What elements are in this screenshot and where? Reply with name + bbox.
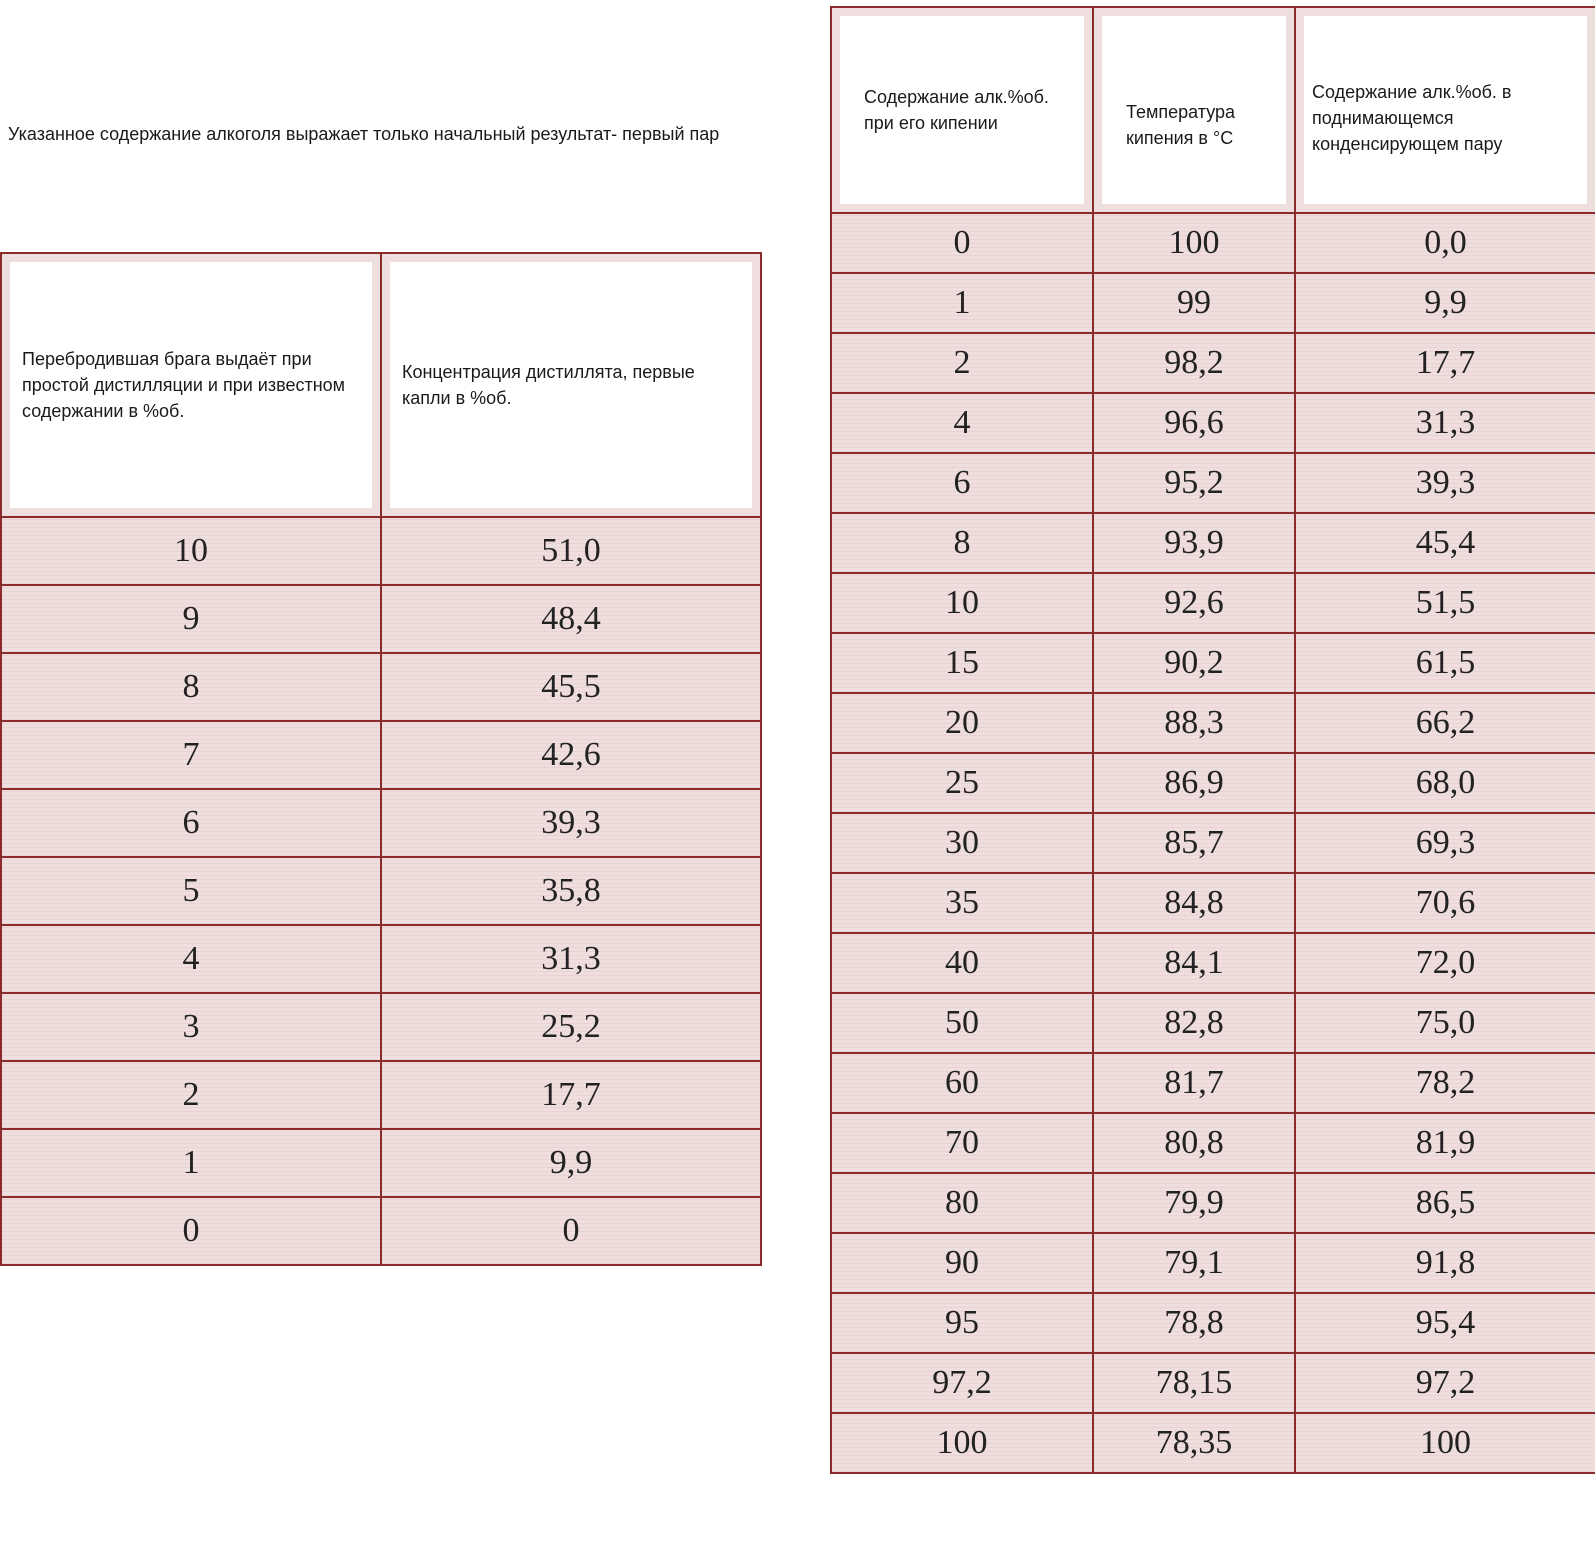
table-row (831, 453, 1595, 513)
table-cell: 51,0 (381, 517, 761, 585)
table-row (831, 873, 1595, 933)
table-cell: 20 (831, 693, 1093, 753)
table-cell: 39,3 (1295, 453, 1595, 513)
table-cell: 82,8 (1093, 993, 1295, 1053)
table-row (831, 813, 1595, 873)
table-cell: 86,5 (1295, 1173, 1595, 1233)
table-row (831, 1293, 1595, 1353)
table-row (1, 1061, 761, 1129)
table-header-row (831, 7, 1595, 213)
table-cell: 4 (1, 925, 381, 993)
table-cell: 98,2 (1093, 333, 1295, 393)
table-cell: 45,5 (381, 653, 761, 721)
table-cell: 39,3 (381, 789, 761, 857)
table-cell: 95 (831, 1293, 1093, 1353)
table-cell: 9,9 (1295, 273, 1595, 333)
table-row (831, 1113, 1595, 1173)
table-cell: 50 (831, 993, 1093, 1053)
table-cell: 9,9 (381, 1129, 761, 1197)
table-row (831, 573, 1595, 633)
table-cell: 97,2 (831, 1353, 1093, 1413)
table-row (1, 653, 761, 721)
table-row (831, 693, 1595, 753)
table-cell: 0 (381, 1197, 761, 1265)
table-cell: 66,2 (1295, 693, 1595, 753)
table-cell: 25,2 (381, 993, 761, 1061)
table-cell: 95,2 (1093, 453, 1295, 513)
table-cell: 31,3 (381, 925, 761, 993)
table-cell: 69,3 (1295, 813, 1595, 873)
table-cell: 6 (831, 453, 1093, 513)
table-row (831, 273, 1595, 333)
table-row (831, 1173, 1595, 1233)
table-cell: 100 (1295, 1413, 1595, 1473)
table-cell: 30 (831, 813, 1093, 873)
table-cell: 80,8 (1093, 1113, 1295, 1173)
table-cell: 84,8 (1093, 873, 1295, 933)
table-cell: 25 (831, 753, 1093, 813)
table-cell: 80 (831, 1173, 1093, 1233)
table-row (831, 213, 1595, 273)
table-row (831, 333, 1595, 393)
table-cell: 96,6 (1093, 393, 1295, 453)
note-text: Указанное содержание алкоголя выражает только начальный результат- первый пар (8, 124, 720, 144)
table-row (831, 1413, 1595, 1473)
column-header: Содержание алк.%об. при его кипении (831, 7, 1093, 213)
table-row (1, 925, 761, 993)
table-cell: 31,3 (1295, 393, 1595, 453)
table-row (831, 633, 1595, 693)
table-cell: 1 (1, 1129, 381, 1197)
table-cell: 90,2 (1093, 633, 1295, 693)
table-cell: 2 (1, 1061, 381, 1129)
table-row (831, 1233, 1595, 1293)
table-cell: 90 (831, 1233, 1093, 1293)
column-header: Температура кипения в °С (1093, 7, 1295, 213)
table-cell: 79,1 (1093, 1233, 1295, 1293)
table-cell: 51,5 (1295, 573, 1595, 633)
table-row (1, 585, 761, 653)
column-header: Содержание алк.%об. в поднимающемся конденсирующем пару (1295, 7, 1595, 213)
table-cell: 48,4 (381, 585, 761, 653)
table-cell: 95,4 (1295, 1293, 1595, 1353)
table-cell: 78,35 (1093, 1413, 1295, 1473)
table-cell: 0,0 (1295, 213, 1595, 273)
table-cell: 100 (831, 1413, 1093, 1473)
table-cell: 78,8 (1093, 1293, 1295, 1353)
table-row (831, 993, 1595, 1053)
table-cell: 7 (1, 721, 381, 789)
table-row (1, 1129, 761, 1197)
table-row (831, 933, 1595, 993)
table-cell: 17,7 (381, 1061, 761, 1129)
table-cell: 60 (831, 1053, 1093, 1113)
table-cell: 88,3 (1093, 693, 1295, 753)
table-cell: 85,7 (1093, 813, 1295, 873)
table-cell: 15 (831, 633, 1093, 693)
table-row (1, 1197, 761, 1265)
table-cell: 100 (1093, 213, 1295, 273)
table-cell: 97,2 (1295, 1353, 1595, 1413)
table-cell: 4 (831, 393, 1093, 453)
table-cell: 8 (1, 653, 381, 721)
table-row (1, 857, 761, 925)
table-cell: 3 (1, 993, 381, 1061)
table-row (831, 753, 1595, 813)
table-row (831, 393, 1595, 453)
table-cell: 93,9 (1093, 513, 1295, 573)
table-row (1, 517, 761, 585)
table-cell: 8 (831, 513, 1093, 573)
table-cell: 5 (1, 857, 381, 925)
table-cell: 99 (1093, 273, 1295, 333)
table-cell: 0 (831, 213, 1093, 273)
table-cell: 79,9 (1093, 1173, 1295, 1233)
table-header-row (1, 253, 761, 517)
table-row (1, 721, 761, 789)
table-cell: 61,5 (1295, 633, 1595, 693)
column-header: Перебродившая брага выдаёт при простой дистилляции и при известном содержании в %об. (1, 253, 381, 517)
table-row (1, 993, 761, 1061)
table-cell: 70 (831, 1113, 1093, 1173)
table-cell: 1 (831, 273, 1093, 333)
table-cell: 9 (1, 585, 381, 653)
table-cell: 35 (831, 873, 1093, 933)
table-cell: 86,9 (1093, 753, 1295, 813)
table-cell: 78,15 (1093, 1353, 1295, 1413)
table-cell: 92,6 (1093, 573, 1295, 633)
distillation-first-drops-table (0, 252, 762, 1266)
table-cell: 81,7 (1093, 1053, 1295, 1113)
table-row (831, 513, 1595, 573)
table-cell: 84,1 (1093, 933, 1295, 993)
table-cell: 40 (831, 933, 1093, 993)
table-cell: 45,4 (1295, 513, 1595, 573)
table-row (1, 789, 761, 857)
table-cell: 91,8 (1295, 1233, 1595, 1293)
table-cell: 10 (1, 517, 381, 585)
table-row (831, 1353, 1595, 1413)
table-cell: 42,6 (381, 721, 761, 789)
boiling-vapor-table (830, 6, 1595, 1474)
table-cell: 35,8 (381, 857, 761, 925)
table-cell: 70,6 (1295, 873, 1595, 933)
table-cell: 6 (1, 789, 381, 857)
table-cell: 0 (1, 1197, 381, 1265)
column-header: Концентрация дистиллята, первые капли в %об. (381, 253, 761, 517)
table-row (831, 1053, 1595, 1113)
table-cell: 81,9 (1295, 1113, 1595, 1173)
table-cell: 10 (831, 573, 1093, 633)
table-cell: 2 (831, 333, 1093, 393)
table-cell: 72,0 (1295, 933, 1595, 993)
table-cell: 68,0 (1295, 753, 1595, 813)
table-cell: 78,2 (1295, 1053, 1595, 1113)
table-cell: 75,0 (1295, 993, 1595, 1053)
table-cell: 17,7 (1295, 333, 1595, 393)
